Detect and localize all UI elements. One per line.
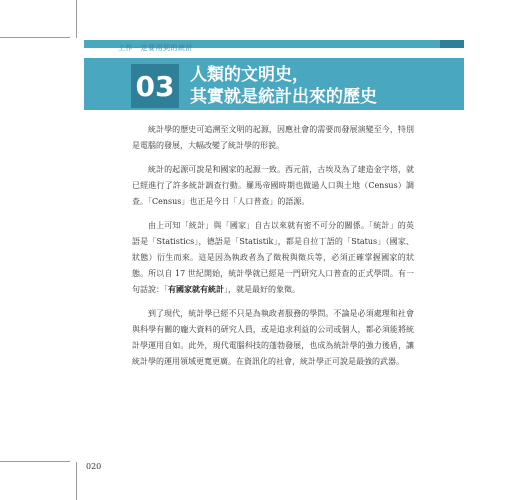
paragraph-text: 統計學的歷史可追溯至文明的起源，因應社會的需要而發展演變至今，特別是電腦的發展，大幅改變了統計學的形貌。: [132, 125, 414, 150]
header-bar-accent: [440, 40, 464, 48]
crop-mark-bottom-horizontal: [0, 461, 70, 462]
paragraph-text-continued: 」，就是最好的象徵。: [224, 285, 300, 294]
running-head: 工作一定要用到的統計: [118, 44, 193, 52]
chapter-title-line2: 其實就是統計出來的歷史: [190, 87, 377, 107]
crop-mark-bottom: [76, 462, 77, 500]
crop-mark-top-horizontal: [0, 37, 70, 38]
chapter-title-line1: 人類的文明史，: [190, 65, 309, 85]
emphasis-quote: 有國家就有統計: [168, 285, 224, 294]
paragraph: [132, 218, 414, 298]
body-text: [132, 122, 414, 378]
paragraph: [132, 162, 414, 210]
paragraph: [132, 122, 414, 154]
page-number: 020: [86, 462, 102, 471]
paragraph-text: 到了現代，統計學已經不只是為執政者服務的學問。不論是必須處理和社會與科學有關的龐大資料的研究人員，或是追求利益的公司或個人，都必須能將統計學運用自如。此外，現代電腦科技的蓬勃發展，也成為統計學的強力後盾，讓統計學的運用領域更寬更廣。在資訊化的社會，統計學正可說是最強的武器。: [132, 309, 414, 366]
chapter-number: 03: [131, 64, 179, 108]
paragraph-text: 由上可知「統計」與「國家」自古以來就有密不可分的關係。「統計」的英語是「Statistics」，德語是「Statistik」，都是自拉丁語的「Status」（國家、狀態）衍生而來。這是因為執政者為了徵稅與徵兵等，必須正確掌握國家的狀態。所以自 17 世紀開始，統計學就已經是一門研究人口普查的正式學問。有一句話說：「: [132, 221, 414, 294]
paragraph: [132, 306, 414, 370]
paragraph-text: 統計的起源可說是和國家的起源一致。西元前，古埃及為了建造金字塔，就已經進行了許多統計調查行動。羅馬帝國時期也做過人口與土地（Census）調查。「Census」也正是今日「人口普查」的語源。: [132, 165, 414, 206]
crop-mark-top: [76, 0, 77, 38]
chapter-title: [190, 64, 377, 108]
